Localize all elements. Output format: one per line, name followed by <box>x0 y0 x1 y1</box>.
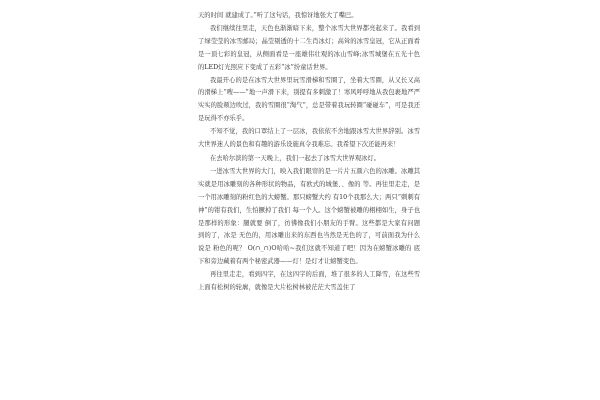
paragraph-7: 再往里走走，看到四字，在这四字的后面，堆了很多的人工降雪，在这些雪上面有松树的轮廓，就像是大片松树林被茫茫大雪盖住了 <box>198 271 420 292</box>
paragraph-4: 不知不觉，我的口罩结上了一层冰，我依依不舍地跟冰雪大世界辞别。冰雪大世界迷人的景色和有趣的游乐设施真令我难忘。我希望下次还能再来！ <box>198 128 420 149</box>
paragraph-6: 一进冰雪大世界的大门，映入我们眼帘的是一片片五颜六色的冰雕。冰雕其实就是用冰雕刻的各种形状的物品，有欧式的城堡、、像的 等。再往里走走，是一个用冰雕刻的粉红色的大螃蟹。那只螃蟹大约 有10个我那么大；两只“刺刺有神”的钳有我们，生怕撅掉了我们 每一个人。这个螃蟹被雕的栩栩如生，身子也是那样的形象：腿就要 倒了，彷彿像我们小朋友的手臂。这些都是大家有问题到的了，冰是 无色的，用冰雕出来的东西也当然是无色的了，可前面我为什么说是 粉色的呢？ O(∩_∩)O哈哈~我们这就不知道了吧！因为在螃蟹冰雕的 底下和旁边藏着有两个秘密武器——灯！是灯才让螃蟹变色。 <box>198 167 420 266</box>
paragraph-5: 在去哈尔滨的第一天晚上，我们一起去了冰雪大世界观冰灯。 <box>210 154 381 162</box>
document-page <box>198 10 420 390</box>
paragraph-3: 我最开心的是在冰雪大世界里玩雪滑梯和雪圈了，坐着大雪圈，从又长又高的滑梯上“嗖——”地一声滑下来，别提有多刺激了！寒风呼呼地从我包裹地严严实实的脸颊边吹过，我的雪圈很“淘气”，总是带着我玩转圈“碰碰车”，可是我还是玩得不亦乐乎。 <box>198 76 420 123</box>
paragraph-2: 我们继续往里走，天色也渐渐暗下来，整个冰雪大世界都亮起来了。我看到了绿莹莹的冰雪邮局；晶莹剔透的十二生肖冰灯；高耸的冰雪皇冠，它从正面看是一顶七彩的皇冠，从侧面看是一座雄伟壮观的冰山雪峰;冰雪城堡在五光十色的LED灯光照应下变成了五彩“冰”纷童话世界。 <box>198 24 420 71</box>
paragraph-1: 天的时间 就建成了。”听了这句话，我惊讶地张大了嘴巴。 <box>198 12 358 19</box>
